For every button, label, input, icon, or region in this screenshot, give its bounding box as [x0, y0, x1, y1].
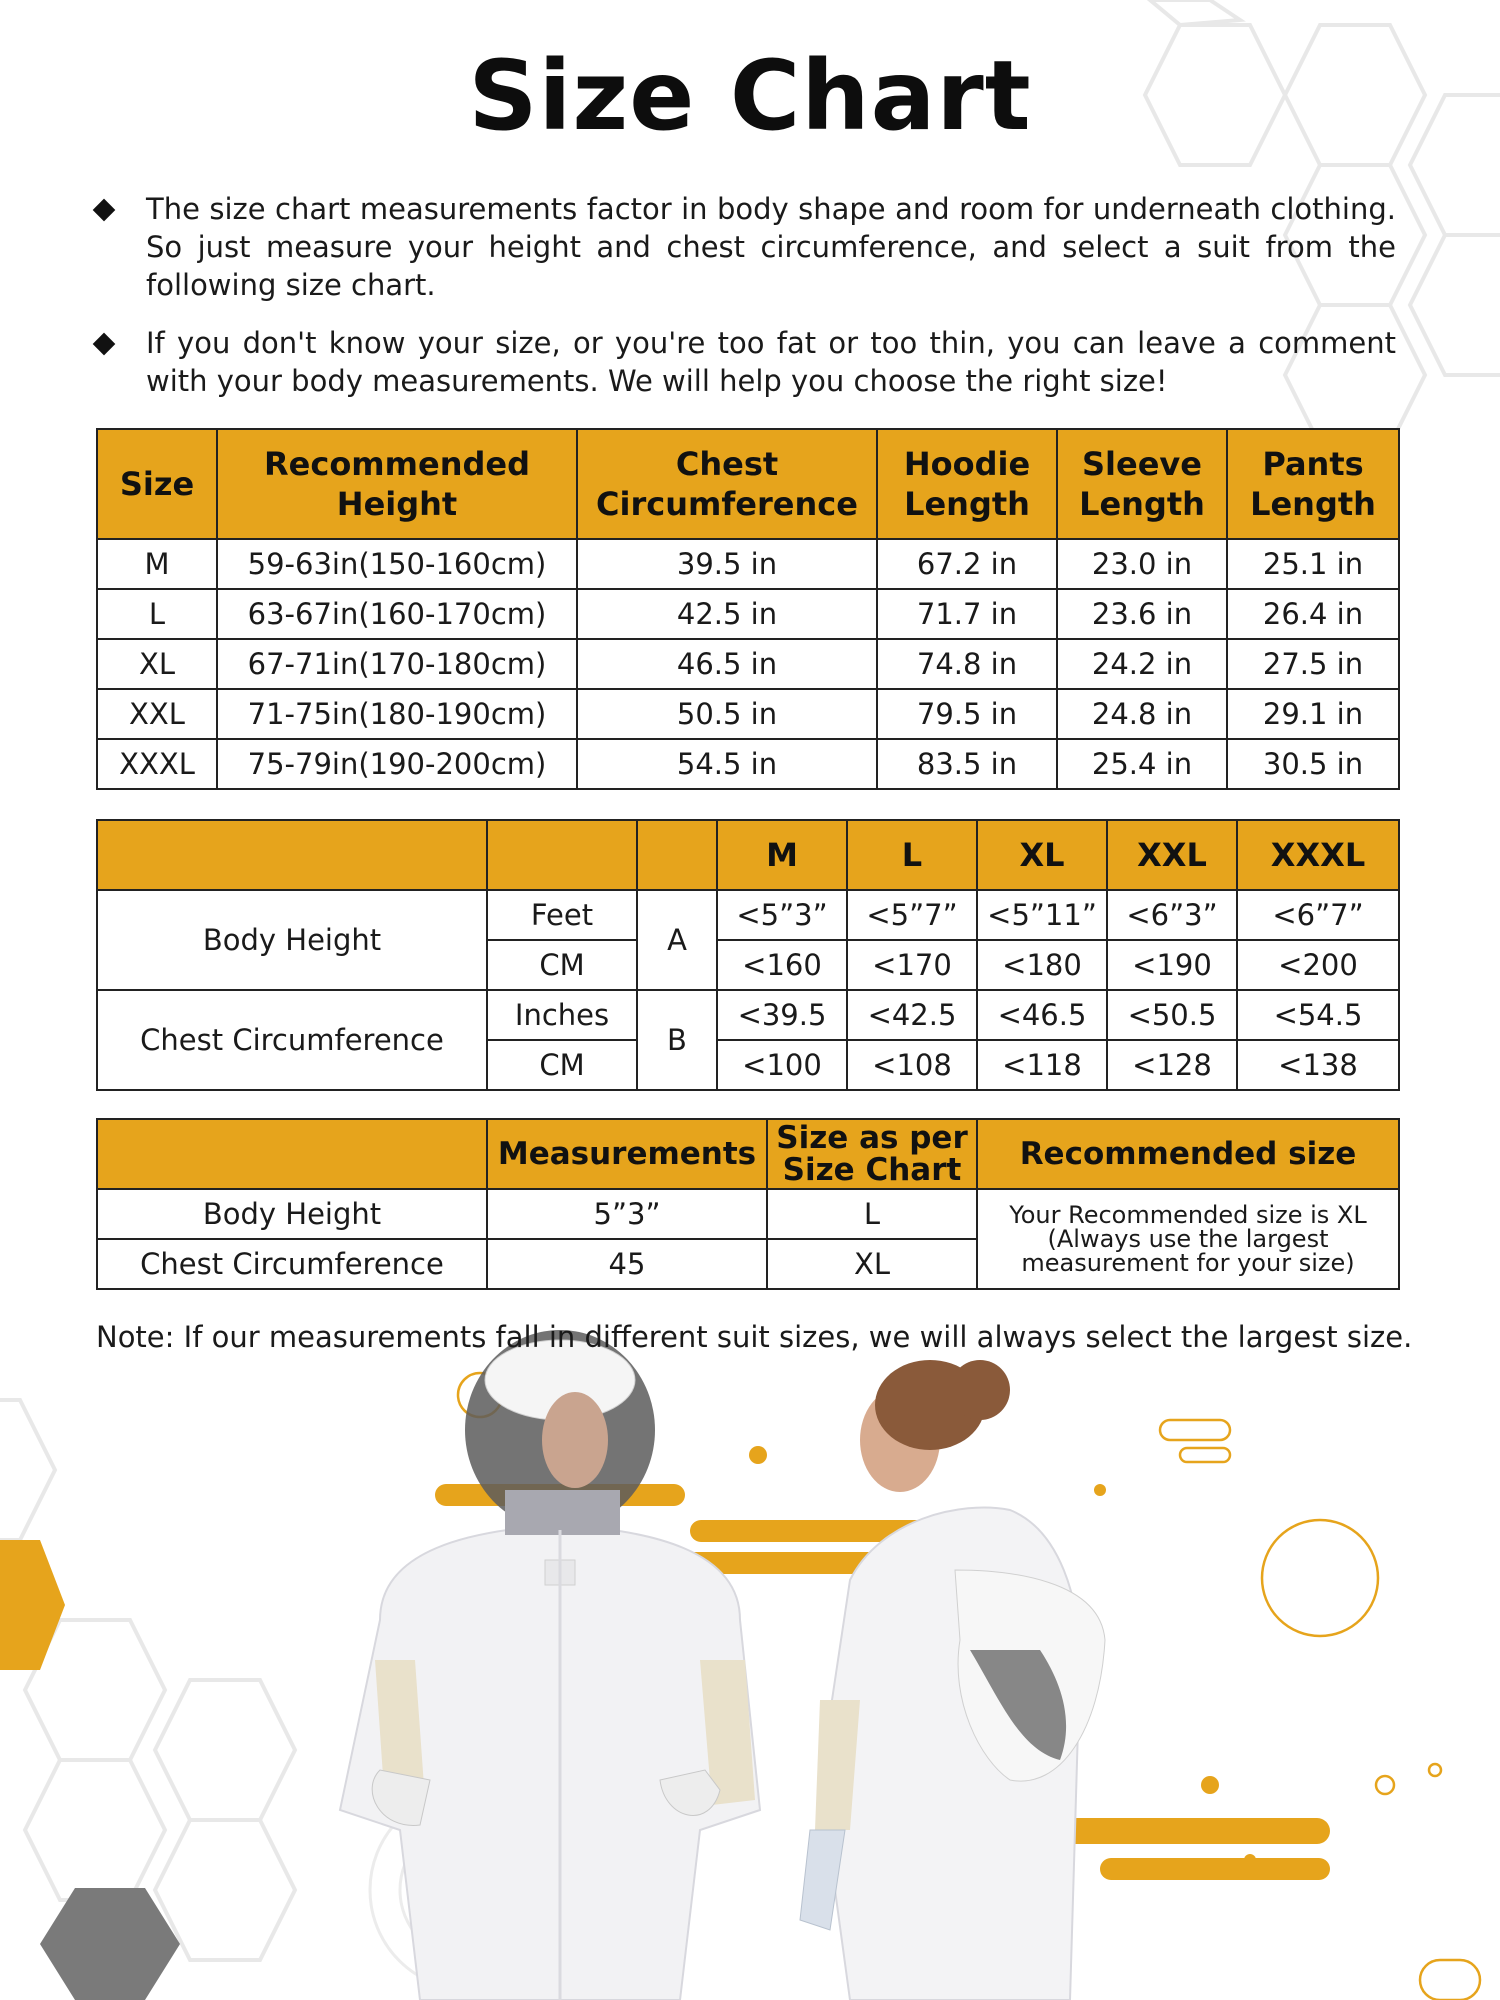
measurement-table: [96, 819, 1400, 1091]
cell-sleeve: 24.2 in: [1057, 639, 1227, 689]
header-empty: [97, 820, 487, 890]
value-cell: <5”3”: [717, 890, 847, 940]
cell-pants: 30.5 in: [1227, 739, 1399, 789]
header-size-xl: XL: [977, 820, 1107, 890]
cell-size: XL: [97, 639, 217, 689]
value-cell: <190: [1107, 940, 1237, 990]
bullet-point: [96, 324, 1396, 400]
cell-hoodie: 83.5 in: [877, 739, 1057, 789]
header-size-l: L: [847, 820, 977, 890]
table-row: [97, 539, 1399, 589]
cell-hoodie: 74.8 in: [877, 639, 1057, 689]
bullet-text: If you don't know your size, or you're too fat or too thin, you can leave a comment with your body measurements. We will help you choose the right size!: [146, 326, 1396, 398]
cell-pants: 27.5 in: [1227, 639, 1399, 689]
header-empty: [487, 820, 637, 890]
cell-chest: 54.5 in: [577, 739, 877, 789]
value-cell: <128: [1107, 1040, 1237, 1090]
example-measurement: 45: [487, 1239, 767, 1289]
cell-height: 63-67in(160-170cm): [217, 589, 577, 639]
example-size: XL: [767, 1239, 977, 1289]
header-chest-circumference: Chest Circumference: [577, 429, 877, 539]
unit-cell: CM: [487, 1040, 637, 1090]
value-cell: <100: [717, 1040, 847, 1090]
cell-sleeve: 25.4 in: [1057, 739, 1227, 789]
size-table: [96, 428, 1400, 790]
table-row: [97, 739, 1399, 789]
header-recommended-height: Recommended Height: [217, 429, 577, 539]
unit-cell: CM: [487, 940, 637, 990]
header-pants-length: Pants Length: [1227, 429, 1399, 539]
group-label: Chest Circumference: [97, 990, 487, 1090]
value-cell: <160: [717, 940, 847, 990]
page-title: Size Chart: [468, 40, 1032, 152]
header-size-xxxl: XXXL: [1237, 820, 1399, 890]
cell-chest: 42.5 in: [577, 589, 877, 639]
cell-chest: 46.5 in: [577, 639, 877, 689]
header-measurements: Measurements: [487, 1119, 767, 1189]
cell-hoodie: 71.7 in: [877, 589, 1057, 639]
value-cell: <5”7”: [847, 890, 977, 940]
header-empty: [637, 820, 717, 890]
value-cell: <42.5: [847, 990, 977, 1040]
value-cell: <46.5: [977, 990, 1107, 1040]
cell-hoodie: 67.2 in: [877, 539, 1057, 589]
diamond-bullet-icon: [93, 199, 116, 222]
cell-size: M: [97, 539, 217, 589]
group-code: B: [637, 990, 717, 1090]
cell-height: 71-75in(180-190cm): [217, 689, 577, 739]
table-row: [97, 689, 1399, 739]
header-size: Size: [97, 429, 217, 539]
cell-chest: 50.5 in: [577, 689, 877, 739]
cell-hoodie: 79.5 in: [877, 689, 1057, 739]
header-sleeve-length: Sleeve Length: [1057, 429, 1227, 539]
header-size-as-per-chart: Size as per Size Chart: [767, 1119, 977, 1189]
header-hoodie-length: Hoodie Length: [877, 429, 1057, 539]
example-table: [96, 1118, 1400, 1290]
table-row: [97, 589, 1399, 639]
value-cell: <6”7”: [1237, 890, 1399, 940]
cell-height: 59-63in(150-160cm): [217, 539, 577, 589]
cell-chest: 39.5 in: [577, 539, 877, 589]
value-cell: <180: [977, 940, 1107, 990]
example-header-row: [97, 1119, 1399, 1189]
unit-cell: Inches: [487, 990, 637, 1040]
footnote: Note: If our measurements fall in different suit sizes, we will always select the largest size.: [96, 1320, 1413, 1354]
example-measurement: 5”3”: [487, 1189, 767, 1239]
value-cell: <39.5: [717, 990, 847, 1040]
value-cell: <6”3”: [1107, 890, 1237, 940]
female-beesuit-figure: [800, 1360, 1105, 2000]
header-empty: [97, 1119, 487, 1189]
example-recommendation: Your Recommended size is XL (Always use the largest measurement for your size): [977, 1189, 1399, 1289]
example-size: L: [767, 1189, 977, 1239]
cell-pants: 25.1 in: [1227, 539, 1399, 589]
cell-pants: 26.4 in: [1227, 589, 1399, 639]
bullet-point: [96, 190, 1396, 304]
header-recommended-size: Recommended size: [977, 1119, 1399, 1189]
diamond-bullet-icon: [93, 333, 116, 356]
example-label: Chest Circumference: [97, 1239, 487, 1289]
value-cell: <118: [977, 1040, 1107, 1090]
value-cell: <108: [847, 1040, 977, 1090]
value-cell: <54.5: [1237, 990, 1399, 1040]
header-size-m: M: [717, 820, 847, 890]
male-beesuit-figure: [340, 1330, 760, 2000]
value-cell: <138: [1237, 1040, 1399, 1090]
cell-size: XXXL: [97, 739, 217, 789]
cell-sleeve: 23.0 in: [1057, 539, 1227, 589]
cell-size: L: [97, 589, 217, 639]
value-cell: <5”11”: [977, 890, 1107, 940]
example-label: Body Height: [97, 1189, 487, 1239]
cell-height: 67-71in(170-180cm): [217, 639, 577, 689]
table-row: [97, 890, 1399, 940]
cell-height: 75-79in(190-200cm): [217, 739, 577, 789]
measurement-header-row: [97, 820, 1399, 890]
cell-sleeve: 23.6 in: [1057, 589, 1227, 639]
size-table-header-row: [97, 429, 1399, 539]
value-cell: <200: [1237, 940, 1399, 990]
cell-sleeve: 24.8 in: [1057, 689, 1227, 739]
value-cell: <50.5: [1107, 990, 1237, 1040]
table-row: [97, 639, 1399, 689]
group-label: Body Height: [97, 890, 487, 990]
value-cell: <170: [847, 940, 977, 990]
table-row: [97, 1189, 1399, 1239]
unit-cell: Feet: [487, 890, 637, 940]
table-row: [97, 990, 1399, 1040]
header-size-xxl: XXL: [1107, 820, 1237, 890]
bullet-text: The size chart measurements factor in body shape and room for underneath clothing. So just measure your height and chest circumference, and select a suit from the following size chart.: [146, 192, 1396, 302]
cell-pants: 29.1 in: [1227, 689, 1399, 739]
cell-size: XXL: [97, 689, 217, 739]
group-code: A: [637, 890, 717, 990]
